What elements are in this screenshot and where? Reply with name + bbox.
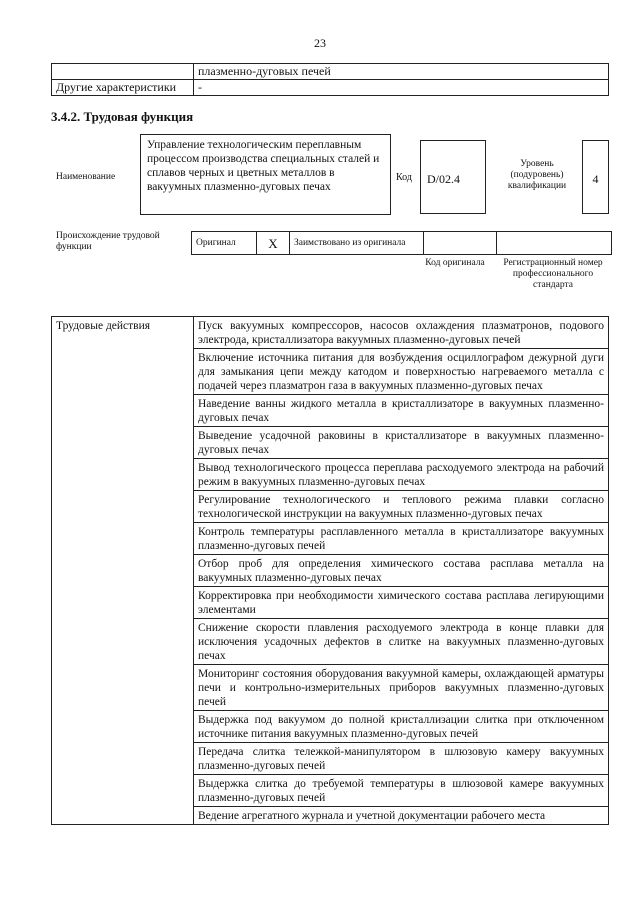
reg-number-label: Регистрационный номер профессионального стандарта [503,258,603,290]
row-label [52,64,194,80]
labor-action-item: Вывод технологического процесса переплава расходуемого электрода на рабочий режим в вакуумных плазменно-дуговых печах [194,459,609,491]
original-label: Оригинал [192,232,257,255]
labor-action-item: Контроль температуры расплавленного металла в кристаллизаторе вакуумных плазменно-дуговых печей [194,523,609,555]
labor-actions-table [51,316,609,825]
labor-action-item: Передача слитка тележкой-манипулятором в шлюзовую камеру вакуумных плазменно-дуговых печей [194,743,609,775]
original-mark: X [257,232,290,255]
other-characteristics-label: Другие характеристики [52,80,194,96]
name-label: Наименование [56,172,116,182]
table-row [52,317,609,349]
origin-label: Происхождение трудовой функции [56,231,160,252]
borrowed-label: Заимствовано из оригинала [290,232,424,255]
code-original-cell [424,232,497,255]
labor-action-item: Наведение ванны жидкого металла в кристаллизаторе в вакуумных плазменно-дуговых печах [194,395,609,427]
function-name-box: Управление технологическим переплавным процессом производства специальных сталей и сплавов черных и цветных металлов в вакуумных плазменно-дуговых печах [140,134,391,215]
labor-action-item: Ведение агрегатного журнала и учетной документации рабочего места [194,807,609,825]
code-original-label: Код оригинала [425,258,485,268]
labor-action-item: Выдержка слитка до требуемой температуры в шлюзовой камере вакуумных плазменно-дуговых печей [194,775,609,807]
labor-action-item: Снижение скорости плавления расходуемого электрода в конце плавки для исключения усадочных дефектов в слитке на вакуумных плазменно-дуговых печах [194,619,609,665]
table-row [52,64,609,80]
code-label: Код [396,172,412,183]
qualification-level-box: 4 [582,140,609,214]
table-row [52,80,609,96]
labor-action-item: Пуск вакуумных компрессоров, насосов охлаждения плазматронов, подового электрода, кристаллизатора вакуумных плазменно-дуговых печей [194,317,609,349]
qualification-level-label: Уровень (подуровень) квалификации [507,159,567,191]
top-characteristics-table [51,63,609,96]
reg-number-cell [497,232,612,255]
other-characteristics-value: - [194,80,609,96]
code-value-box: D/02.4 [420,140,486,214]
origin-table [191,231,612,255]
labor-action-item: Отбор проб для определения химического состава расплава металла на вакуумных плазменно-дуговых печах [194,555,609,587]
labor-action-item: Регулирование технологического и теплового режима плавки согласно технологической инструкции на вакуумных плазменно-дуговых печах [194,491,609,523]
labor-action-item: Мониторинг состояния оборудования вакуумной камеры, охлаждающей арматуры печи и контрольно-измерительных приборов вакуумных плазменно-дуговых печей [194,665,609,711]
labor-action-item: Корректировка при необходимости химического состава расплава легирующими элементами [194,587,609,619]
labor-action-item: Выведение усадочной раковины в кристаллизаторе в вакуумных плазменно-дуговых печах [194,427,609,459]
table-row [192,232,612,255]
labor-action-item: Включение источника питания для возбуждения осциллографом дежурной дуги для замыкания цепи между катодом и поверхностью нагреваемого металла с подачей через плазматрон газа в вакуумных плазменно-дуговых печах [194,349,609,395]
row-value: плазменно-дуговых печей [194,64,609,80]
labor-actions-label: Трудовые действия [52,317,194,825]
section-heading: 3.4.2. Трудовая функция [51,109,194,124]
page-number: 23 [314,36,326,50]
labor-action-item: Выдержка под вакуумом до полной кристаллизации слитка при отключенном источнике питания вакуумных плазменно-дуговых печей [194,711,609,743]
